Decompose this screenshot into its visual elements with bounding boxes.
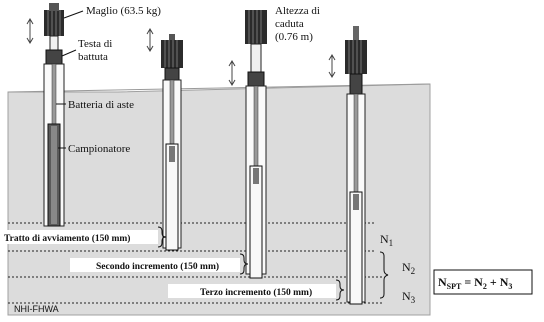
n1-marker: $N_1$: [380, 232, 394, 248]
hammer-1: [44, 10, 64, 36]
ground-block: [8, 84, 430, 315]
hammer-3: [245, 10, 267, 44]
drive-head-label-2: battuta: [78, 51, 108, 63]
sampler-label: Campionatore: [68, 143, 131, 155]
drive-head-label-1: Testa di: [78, 38, 113, 50]
nspt-formula: $N_{SPT} = N_2 + N_3$: [438, 275, 513, 291]
drop-height-label-2: caduta: [275, 18, 304, 30]
hammer-4: [345, 40, 367, 74]
second-increment-label: Secondo incremento (150 mm): [96, 262, 220, 272]
n3-marker: $N_3$: [402, 289, 416, 305]
rod-string-label: Batteria di aste: [68, 99, 134, 111]
third-increment-label: Terzo incremento (150 mm): [200, 288, 313, 298]
credit-label: NHI-FHWA: [14, 304, 59, 314]
n2-marker: $N_2$: [402, 260, 416, 276]
seating-label: Tratto di avviamento (150 mm): [4, 234, 131, 244]
hammer-2: [161, 40, 183, 68]
hammer-label: Maglio (63.5 kg): [86, 5, 161, 17]
drop-height-label-1: Altezza di: [275, 5, 320, 17]
drop-height-label-3: (0.76 m): [275, 31, 313, 43]
